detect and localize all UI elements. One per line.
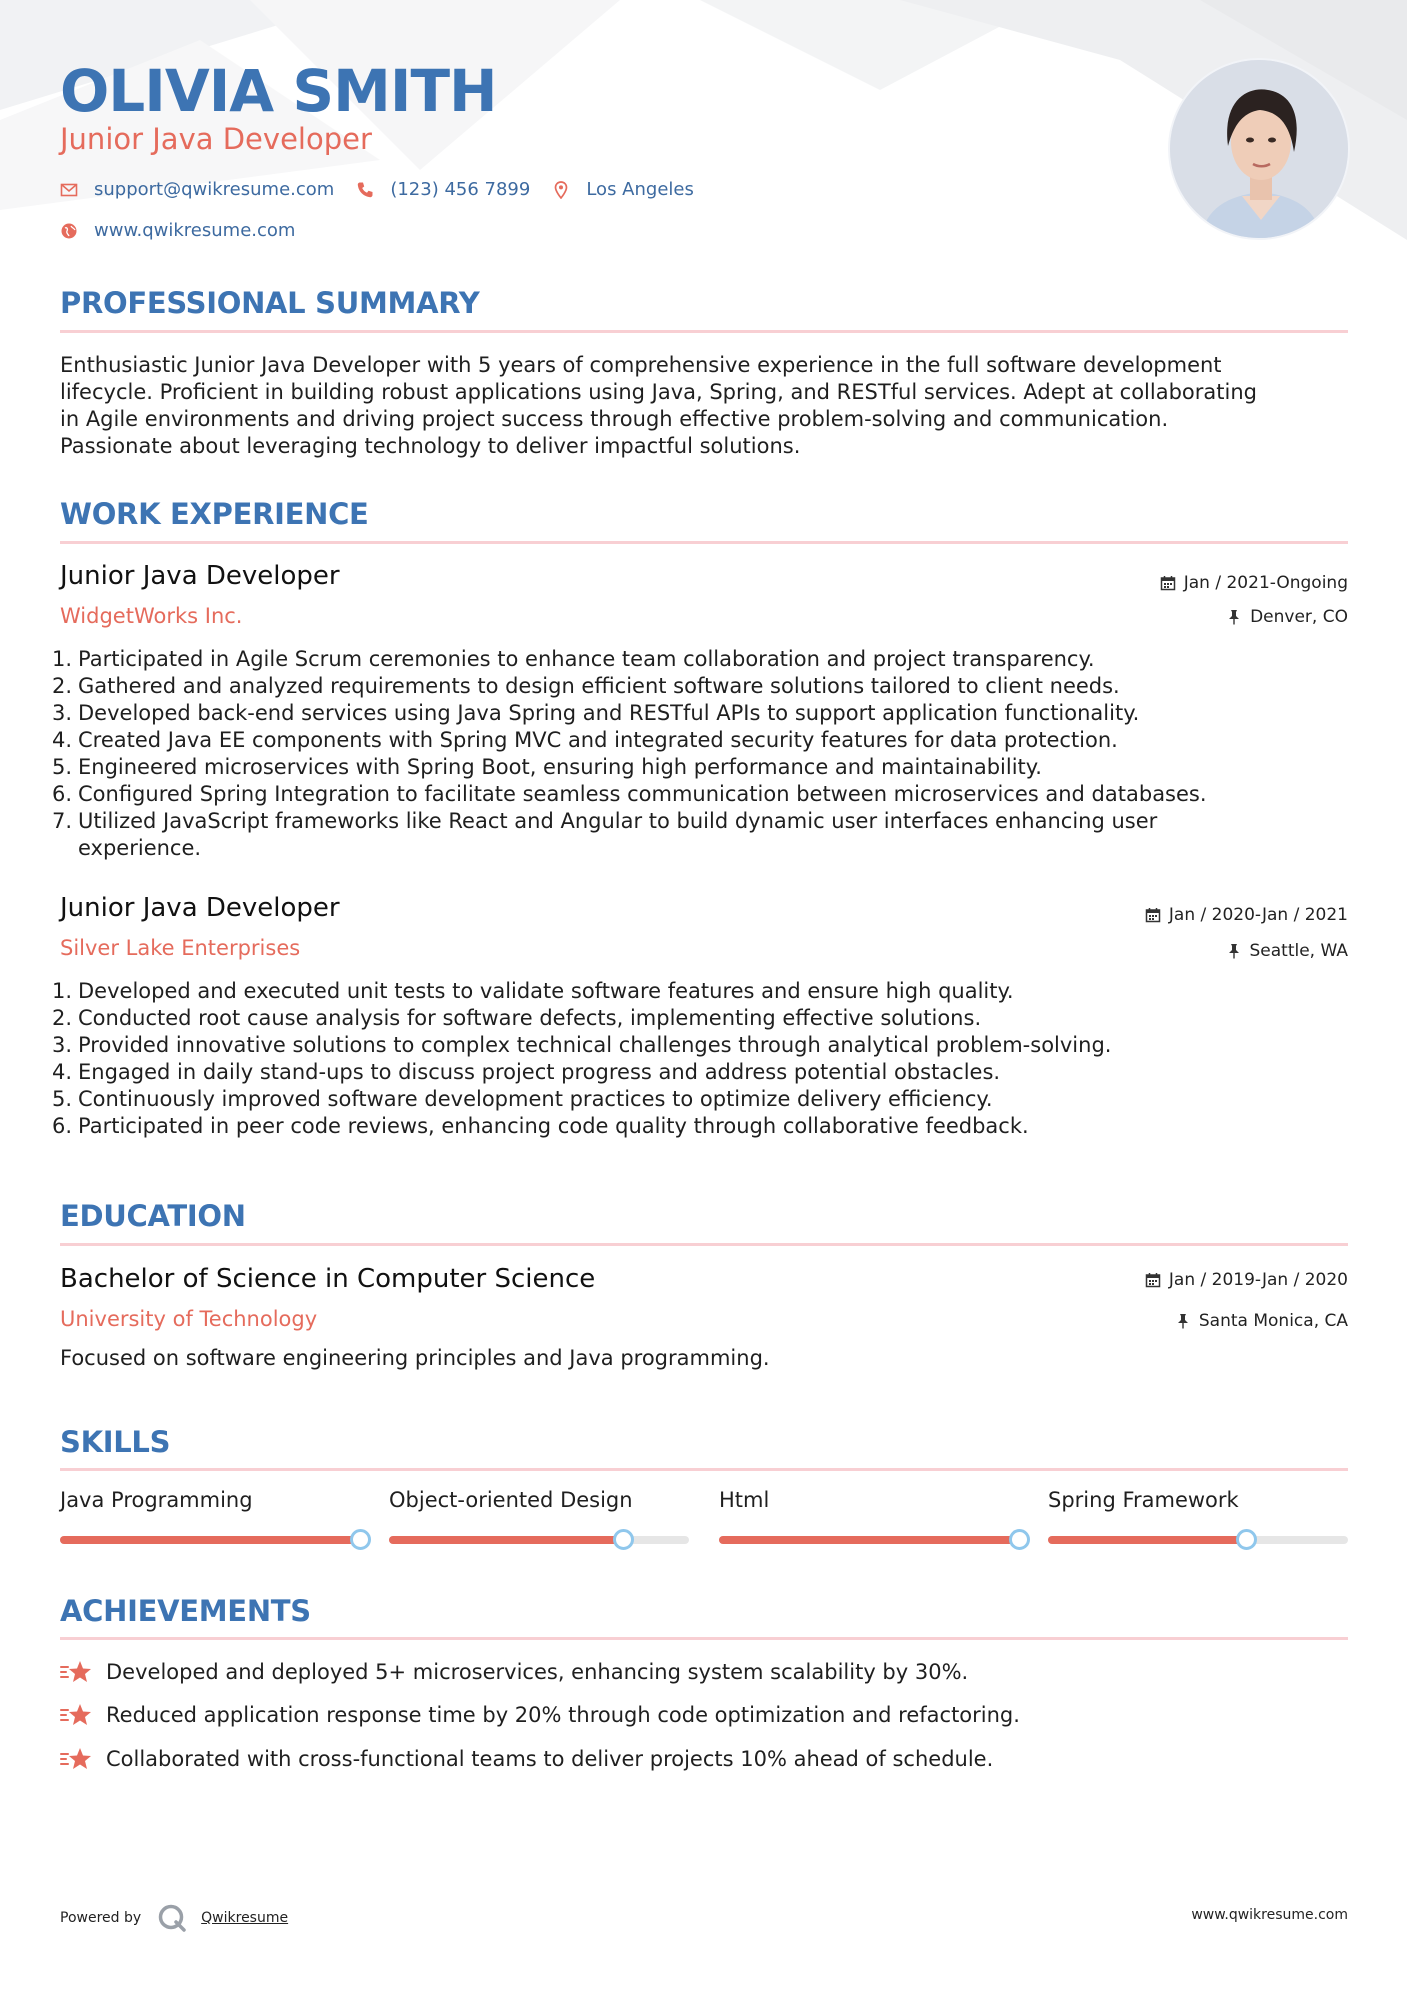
skill-bar-track [389,1536,689,1544]
list-item: 7. Utilized JavaScript frameworks like React and Angular to build dynamic user interfaces enhancing user [52,809,1158,833]
education-dates-text: Jan / 2019-Jan / 2020 [1168,1270,1348,1290]
star-achievement-icon [60,1746,92,1772]
skill-level-knob [1236,1529,1257,1550]
achievement-text: Developed and deployed 5+ microservices, enhancing system scalability by 30%. [106,1660,969,1684]
skill-name: Html [719,1488,770,1512]
degree-title: Bachelor of Science in Computer Science [60,1264,596,1294]
skill-level-knob [350,1529,371,1550]
summary-line: Enthusiastic Junior Java Developer with 5 years of comprehensive experience in the full software development [60,353,1222,377]
summary-line: lifecycle. Proficient in building robust applications using Java, Spring, and RESTful services. Adept at collaborating [60,380,1257,404]
skill-item [60,1487,366,1514]
skills-heading: SKILLS [60,1425,171,1459]
skill-level-knob [1009,1529,1030,1550]
contact-location [552,179,694,200]
education-heading: EDUCATION [60,1199,246,1233]
star-achievement-icon [60,1659,92,1685]
job-dates [1145,905,1348,925]
summary-heading: PROFESSIONAL SUMMARY [60,286,480,320]
skill-name: Object-oriented Design [389,1488,633,1512]
experience-heading: WORK EXPERIENCE [60,497,369,531]
education-description: Focused on software engineering principles and Java programming. [60,1346,770,1370]
skill-bar-fill [389,1536,623,1544]
contact-website[interactable] [60,220,295,241]
email-text[interactable]: support@qwikresume.com [94,179,335,200]
profile-photo [1168,58,1350,240]
job-location [1226,941,1349,961]
skill-item [719,1487,1025,1514]
skill-bar-fill [60,1536,360,1544]
job-location-text: Denver, CO [1250,607,1348,627]
skill-level-knob [613,1529,634,1550]
candidate-name: OLIVIA SMITH [60,57,497,125]
job-company: Silver Lake Enterprises [60,936,301,960]
list-item: 6. Participated in peer code reviews, enhancing code quality through collaborative feedback. [52,1114,1029,1138]
achievement-item [60,1702,1020,1728]
summary-line: in Agile environments and driving project success through effective problem-solving and communication. [60,407,1169,431]
pushpin-icon [1226,609,1242,625]
summary-line: Passionate about leveraging technology to deliver impactful solutions. [60,434,801,458]
education-location [1175,1311,1348,1331]
list-item: 3. Developed back-end services using Java Spring and RESTful APIs to support application functionality. [52,701,1140,725]
contact-row-website [60,220,317,241]
skill-name: Java Programming [60,1488,253,1512]
list-item: 3. Provided innovative solutions to complex technical challenges through analytical problem-solving. [52,1033,1112,1057]
list-item-continued: experience. [78,836,202,860]
achievements-divider [60,1637,1348,1640]
list-item: 5. Engineered microservices with Spring Boot, ensuring high performance and maintainability. [52,755,1042,779]
skill-item [1048,1487,1354,1514]
skill-item [389,1487,695,1514]
globe-icon [60,222,78,240]
job-title: Junior Java Developer [60,893,340,923]
summary-divider [60,330,1348,333]
job-dates-text: Jan / 2021-Ongoing [1183,573,1348,593]
summary-text [60,352,1348,460]
skills-divider [60,1468,1348,1471]
qwikresume-logo-icon [157,1903,187,1933]
list-item: 4. Created Java EE components with Spring MVC and integrated security features for data protection. [52,728,1118,752]
achievement-text: Collaborated with cross-functional teams to deliver projects 10% ahead of schedule. [106,1747,994,1771]
job-title: Junior Java Developer [60,561,340,591]
achievements-heading: ACHIEVEMENTS [60,1594,311,1628]
job-location-text: Seattle, WA [1249,941,1348,961]
list-item: 2. Gathered and analyzed requirements to design efficient software solutions tailored to client needs. [52,674,1120,698]
powered-by-label: Powered by [60,1910,142,1926]
list-item: 6. Configured Spring Integration to facilitate seamless communication between microservices and databases. [52,782,1207,806]
map-pin-icon [552,181,570,199]
footer-website[interactable]: www.qwikresume.com [1191,1907,1348,1923]
education-dates [1145,1270,1348,1290]
achievement-item [60,1746,993,1772]
star-achievement-icon [60,1702,92,1728]
list-item: 1. Developed and executed unit tests to validate software features and ensure high quality. [52,979,1014,1003]
qwikresume-link[interactable]: Qwikresume [201,1910,289,1926]
skill-bar-fill [719,1536,1019,1544]
list-item: 2. Conducted root cause analysis for software defects, implementing effective solutions. [52,1006,982,1030]
job-location [1226,607,1348,627]
job-company: WidgetWorks Inc. [60,604,243,628]
job-dates-text: Jan / 2020-Jan / 2021 [1168,905,1348,925]
school-name: University of Technology [60,1307,318,1331]
skill-bar-track [1048,1536,1348,1544]
list-item: 5. Continuously improved software development practices to optimize delivery efficiency. [52,1087,993,1111]
pushpin-icon [1175,1313,1191,1329]
phone-icon [356,181,374,199]
location-text: Los Angeles [586,179,694,200]
pushpin-icon [1226,943,1242,959]
education-location-text: Santa Monica, CA [1198,1311,1348,1331]
website-text[interactable]: www.qwikresume.com [94,220,296,241]
skill-name: Spring Framework [1048,1488,1239,1512]
candidate-title: Junior Java Developer [60,122,372,156]
calendar-icon [1145,1272,1161,1288]
calendar-icon [1160,575,1176,591]
list-item: 1. Participated in Agile Scrum ceremonies to enhance team collaboration and project transparency. [52,647,1095,671]
job-bullets [52,646,1348,862]
resume-page [52,0,1348,1990]
contact-email[interactable] [60,179,334,200]
footer-powered-by [60,1903,288,1933]
list-item: 4. Engaged in daily stand-ups to discuss project progress and address potential obstacles. [52,1060,1001,1084]
experience-divider [60,541,1348,544]
skill-bar-fill [1048,1536,1246,1544]
mail-icon [60,181,78,199]
achievement-text: Reduced application response time by 20% through code optimization and refactoring. [106,1703,1020,1727]
job-bullets [52,978,1348,1140]
achievement-item [60,1659,968,1685]
skill-bar-track [719,1536,1019,1544]
contact-row [60,179,716,200]
job-dates [1160,573,1348,593]
skill-bar-track [60,1536,360,1544]
contact-phone [356,179,530,200]
phone-text: (123) 456 7899 [390,179,531,200]
calendar-icon [1145,907,1161,923]
education-divider [60,1243,1348,1246]
